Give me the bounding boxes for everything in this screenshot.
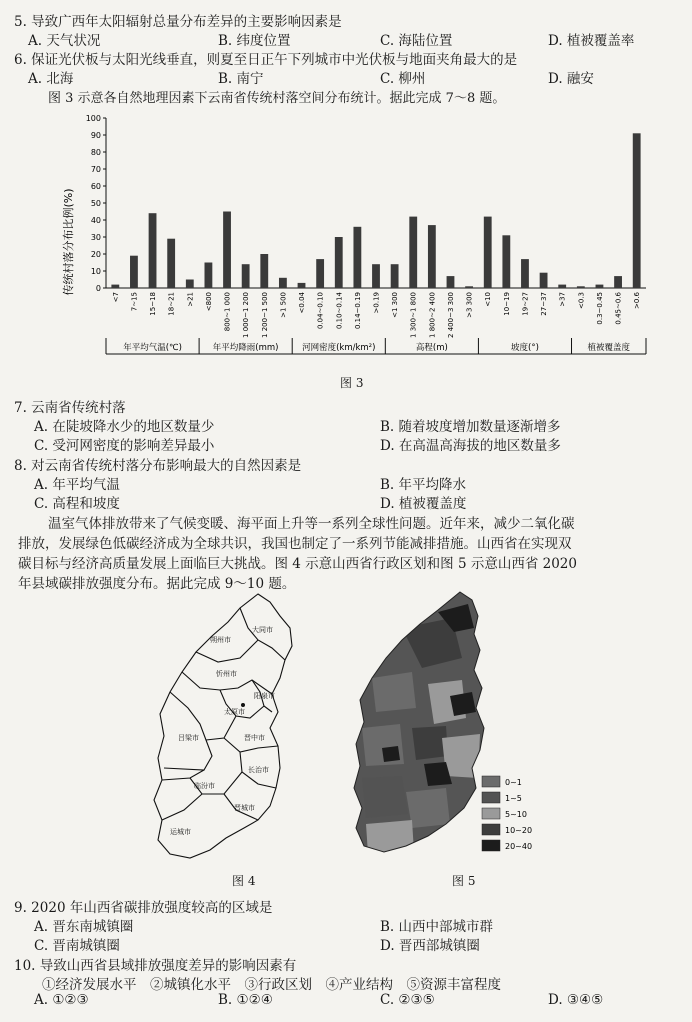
- legend-label: 1~5: [505, 794, 522, 803]
- boundary-yuncheng: [162, 794, 202, 820]
- q10-factors: ①经济发展水平 ②城镇化水平 ③行政区划 ④产业结构 ⑤资源丰富程度: [42, 977, 501, 993]
- x-tick-label: 0.04~0.10: [316, 292, 325, 330]
- x-tick-label: 0.10~0.14: [335, 292, 344, 330]
- city-label-yangquan: 阳泉市: [254, 692, 275, 700]
- boundary-datong: [240, 608, 285, 660]
- bar: [223, 212, 231, 289]
- q5-option-d: D. 植被覆盖率: [548, 33, 635, 49]
- bar: [353, 227, 361, 288]
- boundary-jinzhong: [206, 716, 278, 752]
- bar: [242, 264, 250, 288]
- q8-option-a: A. 年平均气温: [34, 477, 120, 493]
- x-tick-label: >1 500: [279, 292, 288, 318]
- group-label: 高程(m): [415, 343, 448, 353]
- q9-option-a: A. 晋东南城镇圈: [34, 919, 134, 935]
- q7-option-a: A. 在陡坡降水少的地区数量少: [34, 419, 215, 435]
- city-label-shuozhou: 朔州市: [210, 636, 231, 644]
- city-label-changzhi: 长治市: [248, 766, 269, 774]
- fig5-legend: [482, 776, 532, 851]
- legend-swatch: [482, 776, 500, 787]
- bar: [502, 235, 510, 288]
- x-tick-label: 27~37: [540, 292, 549, 316]
- q6-option-a: A. 北海: [28, 71, 74, 87]
- q5-option-a: A. 天气状况: [28, 33, 101, 49]
- bar: [298, 283, 306, 288]
- x-tick-label: 18~21: [167, 292, 176, 316]
- bar: [130, 256, 138, 288]
- group-label: 坡度(°): [511, 343, 539, 353]
- legend-swatch: [482, 792, 500, 803]
- bar: [465, 286, 473, 288]
- city-label-datong: 大同市: [252, 626, 273, 634]
- group-label: 植被覆盖度: [587, 343, 631, 353]
- q8-stem: 8. 对云南省传统村落分布影响最大的自然因素是: [14, 458, 302, 474]
- legend-swatch: [482, 824, 500, 835]
- bar: [335, 237, 343, 288]
- y-tick-label: 70: [90, 165, 101, 174]
- x-tick-label: >3 300: [465, 292, 474, 318]
- x-tick-label: <7: [111, 292, 120, 303]
- q5-stem: 5. 导致广西年太阳辐射总量分布差异的主要影响因素是: [14, 14, 342, 30]
- group-label: 河网密度(km/km²): [302, 343, 376, 353]
- x-tick-label: 1 000~1 200: [242, 292, 251, 338]
- x-tick-label: 1 800~2 400: [428, 292, 437, 338]
- bar: [633, 133, 641, 288]
- x-tick-label: 2 400~3 300: [446, 292, 455, 338]
- x-tick-label: >0.6: [633, 292, 642, 309]
- legend-label: 20~40: [505, 842, 533, 851]
- fig4-caption: 图 4: [232, 874, 256, 888]
- q5-option-b: B. 纬度位置: [218, 33, 291, 49]
- city-label-lvliang: 吕梁市: [178, 734, 199, 742]
- x-tick-label: 800~1 000: [223, 292, 232, 332]
- bar: [205, 263, 213, 289]
- q10-option-b: B. ①②④: [218, 992, 273, 1008]
- city-label-linfen: 临汾市: [194, 782, 215, 790]
- x-tick-label: 1 300~1 800: [409, 292, 418, 338]
- x-tick-label: 1 200~1 500: [260, 292, 269, 338]
- legend-swatch: [482, 808, 500, 819]
- q10-option-a: A. ①②③: [34, 992, 89, 1008]
- legend-label: 5~10: [505, 810, 527, 819]
- bar: [260, 254, 268, 288]
- city-label-xinzhou: 忻州市: [216, 670, 237, 678]
- bar: [447, 276, 455, 288]
- bar: [316, 259, 324, 288]
- y-tick-label: 60: [90, 182, 101, 191]
- fig4-map: [140, 588, 310, 870]
- q5-option-c: C. 海陆位置: [380, 33, 453, 49]
- bar: [484, 217, 492, 288]
- q7-option-c: C. 受河网密度的影响差异最小: [34, 438, 215, 454]
- fig3-chart-svg: [60, 112, 660, 374]
- q8-option-b: B. 年平均降水: [380, 477, 467, 493]
- y-tick-label: 20: [90, 250, 101, 259]
- bar: [540, 273, 548, 288]
- fig5-caption: 图 5: [452, 874, 476, 888]
- q10-option-d: D. ③④⑤: [548, 992, 604, 1008]
- bar: [614, 276, 622, 288]
- q7-stem: 7. 云南省传统村落: [14, 400, 126, 416]
- q9-option-b: B. 山西中部城市群: [380, 919, 494, 935]
- bar: [577, 286, 585, 288]
- x-tick-label: >37: [558, 292, 567, 307]
- bar: [279, 278, 287, 288]
- y-tick-label: 90: [90, 131, 101, 140]
- city-label-yuncheng: 运城市: [170, 828, 191, 836]
- intro-fig45-line-2: 排放，发展绿色低碳经济成为全球共识，我国也制定了一系列节能减排措施。山西省在实现双: [18, 536, 572, 552]
- x-tick-label: 0.3~0.45: [595, 292, 604, 325]
- y-axis-label: 传统村落分布比例(%): [62, 188, 75, 296]
- x-tick-label: 7~15: [130, 292, 139, 312]
- fig5-map: [342, 588, 538, 870]
- y-tick-label: 100: [85, 114, 101, 123]
- city-label-jincheng: 晋城市: [234, 804, 255, 812]
- city-label-jinzhong: 晋中市: [244, 734, 265, 742]
- y-tick-label: 30: [90, 233, 101, 242]
- bar: [111, 285, 119, 288]
- bar: [558, 285, 566, 288]
- x-tick-label: 19~27: [521, 292, 530, 316]
- boundary-lvliang: [164, 692, 212, 770]
- y-tick-label: 10: [90, 267, 101, 276]
- intro-fig45-line-1: 温室气体排放带来了气候变暖、海平面上升等一系列全球性问题。近年来，减少二氧化碳: [48, 516, 575, 532]
- x-tick-label: >21: [186, 292, 195, 307]
- q10-option-c: C. ②③⑤: [380, 992, 435, 1008]
- x-tick-label: 0.45~0.6: [614, 292, 623, 325]
- q7-option-d: D. 在高温高海拔的地区数量多: [380, 438, 561, 454]
- group-label: 年平均气温(℃): [123, 343, 182, 353]
- q8-option-c: C. 高程和坡度: [34, 496, 120, 512]
- y-tick-label: 0: [95, 284, 101, 293]
- x-tick-label: 0.14~0.19: [353, 292, 362, 330]
- bar: [167, 239, 175, 288]
- fig5-county-fills: [342, 588, 502, 868]
- y-tick-label: 50: [90, 199, 101, 208]
- legend-swatch: [482, 840, 500, 851]
- bar: [149, 213, 157, 288]
- taiyuan-marker: [241, 703, 245, 707]
- y-tick-label: 80: [90, 148, 101, 157]
- bar: [596, 285, 604, 288]
- q6-option-b: B. 南宁: [218, 71, 264, 87]
- bar: [521, 259, 529, 288]
- x-tick-label: >0.19: [372, 292, 381, 314]
- bar: [409, 217, 417, 288]
- q10-stem: 10. 导致山西省县域排放强度差异的影响因素有: [14, 958, 297, 974]
- bar: [186, 280, 194, 289]
- bar: [428, 225, 436, 288]
- fig3-caption: 图 3: [340, 376, 364, 390]
- x-tick-label: <0.3: [577, 292, 586, 309]
- q7-option-b: B. 随着坡度增加数量逐渐增多: [380, 419, 561, 435]
- bar: [391, 264, 399, 288]
- fig3-chart: [60, 112, 660, 374]
- intro-fig3: 图 3 示意各自然地理因素下云南省传统村落空间分布统计。据此完成 7～8 题。: [48, 91, 506, 106]
- bar: [372, 264, 380, 288]
- x-tick-label: <0.04: [298, 292, 307, 314]
- q6-option-d: D. 融安: [548, 71, 594, 87]
- q9-option-c: C. 晋南城镇圈: [34, 938, 120, 954]
- x-tick-label: <800: [204, 292, 213, 312]
- y-tick-label: 40: [90, 216, 101, 225]
- q9-option-d: D. 晋西部城镇圈: [380, 938, 480, 954]
- x-tick-label: 10~19: [502, 292, 511, 316]
- x-tick-label: <1 300: [391, 292, 400, 318]
- legend-label: 10~20: [505, 826, 533, 835]
- intro-fig45-line-3: 碳目标与经济高质量发展上面临巨大挑战。图 4 示意山西省行政区划和图 5 示意山西省 2020: [18, 556, 577, 572]
- x-tick-label: 15~18: [149, 292, 158, 316]
- group-label: 年平均降雨(mm): [212, 343, 279, 353]
- x-tick-label: <10: [484, 292, 493, 307]
- legend-label: 0~1: [505, 778, 522, 787]
- intro-fig45-line-4: 年县域碳排放强度分布。据此完成 9～10 题。: [18, 576, 296, 592]
- q6-option-c: C. 柳州: [380, 71, 426, 87]
- q6-stem: 6. 保证光伏板与太阳光线垂直，则夏至日正午下列城市中光伏板与地面夹角最大的是: [14, 52, 518, 68]
- q8-option-d: D. 植被覆盖度: [380, 496, 467, 512]
- city-label-taiyuan: 太原市: [224, 708, 245, 716]
- q9-stem: 9. 2020 年山西省碳排放强度较高的区域是: [14, 900, 273, 916]
